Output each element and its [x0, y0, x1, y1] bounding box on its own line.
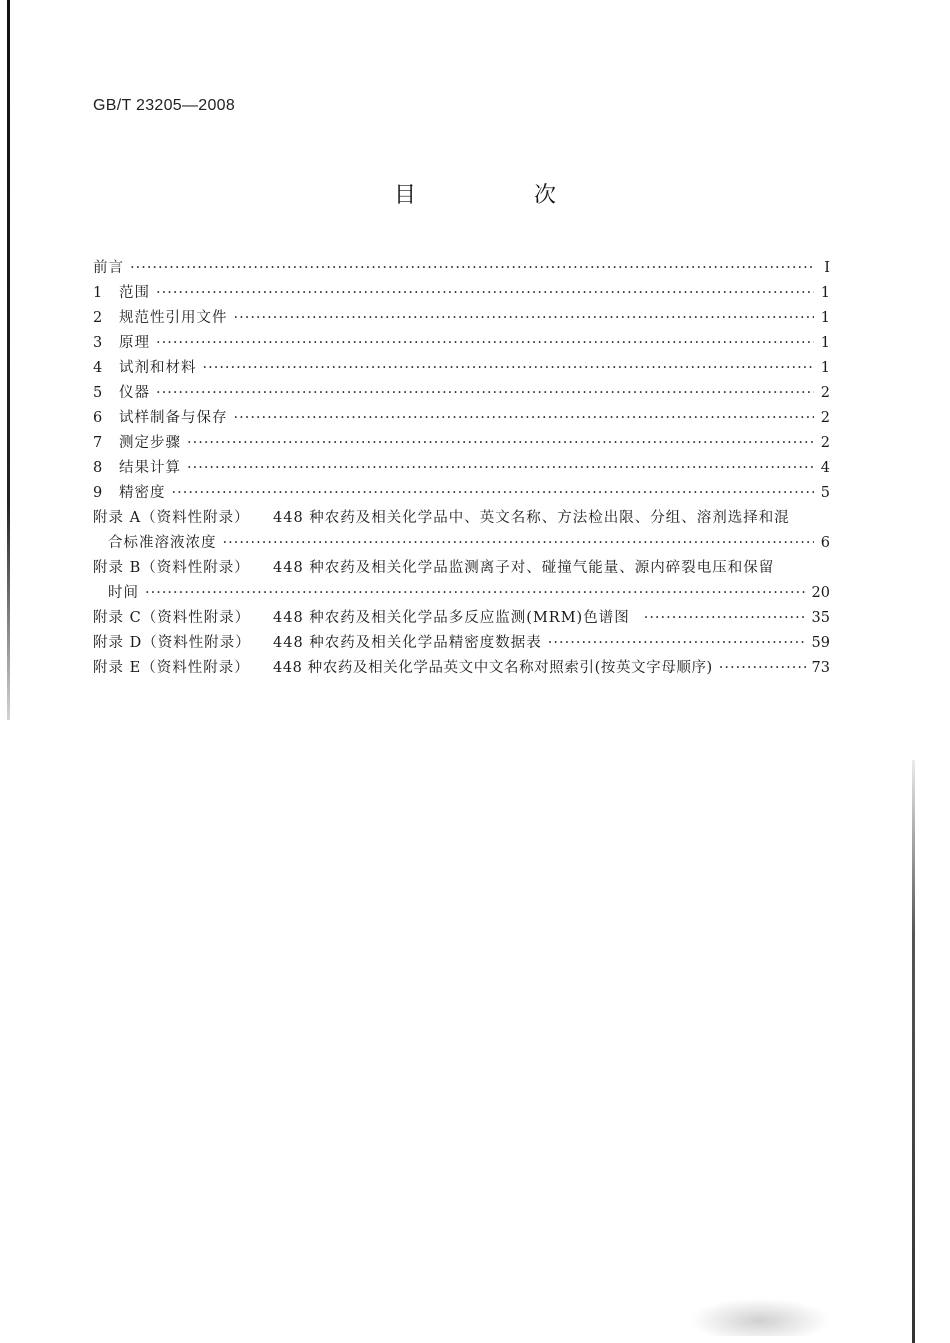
- toc-appendix-b-line1[interactable]: [93, 556, 830, 581]
- dot-leader: [156, 381, 814, 406]
- toc-entry-number: 2: [93, 310, 103, 326]
- toc-entry-6[interactable]: [93, 406, 830, 431]
- appendix-title: 448 种农药及相关化学品英文中文名称对照索引(按英文字母顺序): [273, 660, 713, 676]
- toc-entry-number: 8: [93, 460, 103, 476]
- toc-entry-7[interactable]: [93, 431, 830, 456]
- toc-appendix-c[interactable]: [93, 606, 830, 631]
- toc-appendix-b-line2[interactable]: [93, 581, 830, 606]
- toc-entry-number: 6: [93, 410, 103, 426]
- toc-entry-label: 精密度: [119, 485, 166, 501]
- toc-entry-page: 1: [820, 310, 830, 326]
- toc-appendix-a-line1[interactable]: [93, 506, 830, 531]
- toc-entry-number: 7: [93, 435, 103, 451]
- toc-entry-4[interactable]: [93, 356, 830, 381]
- dot-leader: [156, 281, 814, 306]
- toc-entry-page: 1: [820, 285, 830, 301]
- appendix-title: 448 种农药及相关化学品精密度数据表: [273, 635, 542, 651]
- appendix-title: 448 种农药及相关化学品中、英文名称、方法检出限、分组、溶剂选择和混: [273, 510, 790, 526]
- toc-entry-label: 范围: [119, 285, 150, 301]
- toc-entry-page: 2: [820, 435, 830, 451]
- toc-entry-foreword[interactable]: [93, 256, 830, 281]
- toc-entry-label: 测定步骤: [119, 435, 181, 451]
- dot-leader: [203, 356, 815, 381]
- toc-entry-label: 仪器: [119, 385, 150, 401]
- appendix-prefix: 附录 A（资料性附录）: [93, 510, 250, 526]
- toc-entry-number: 4: [93, 360, 103, 376]
- appendix-title-continued: 时间: [108, 585, 139, 601]
- toc-entry-8[interactable]: [93, 456, 830, 481]
- appendix-title-continued: 合标准溶液浓度: [108, 535, 217, 551]
- toc-entry-page: 2: [820, 385, 830, 401]
- toc-entry-page: 1: [820, 360, 830, 376]
- toc-entry-number: 9: [93, 485, 103, 501]
- toc-appendix-e[interactable]: [93, 656, 830, 681]
- dot-leader: [156, 331, 814, 356]
- dot-leader: [130, 256, 814, 281]
- toc-entry-page: 59: [811, 635, 830, 651]
- appendix-prefix: 附录 C（资料性附录）: [93, 610, 251, 626]
- toc-entry-label: 试剂和材料: [119, 360, 197, 376]
- dot-leader: [223, 531, 815, 556]
- toc-entry-page: 4: [820, 460, 830, 476]
- dot-leader: [630, 606, 806, 631]
- table-of-contents: [93, 256, 830, 681]
- toc-entry-page: 1: [820, 335, 830, 351]
- appendix-title: 448 种农药及相关化学品多反应监测(MRM)色谱图: [273, 610, 630, 626]
- dot-leader: [172, 481, 815, 506]
- toc-entry-page: 6: [820, 535, 830, 551]
- toc-entry-page: 73: [811, 660, 830, 676]
- appendix-prefix: 附录 E（资料性附录）: [93, 660, 250, 676]
- toc-appendix-d[interactable]: [93, 631, 830, 656]
- dot-leader: [548, 631, 806, 656]
- dot-leader: [234, 306, 815, 331]
- appendix-prefix: 附录 B（资料性附录）: [93, 560, 250, 576]
- dot-leader: [719, 656, 806, 681]
- appendix-title: 448 种农药及相关化学品监测离子对、碰撞气能量、源内碎裂电压和保留: [273, 560, 775, 576]
- appendix-prefix: 附录 D（资料性附录）: [93, 635, 251, 651]
- toc-entry-9[interactable]: [93, 481, 830, 506]
- toc-entry-number: 5: [93, 385, 103, 401]
- toc-entry-2[interactable]: [93, 306, 830, 331]
- toc-entry-1[interactable]: [93, 281, 830, 306]
- toc-entry-number: 3: [93, 335, 103, 351]
- dot-leader: [187, 431, 814, 456]
- toc-entry-page: 35: [811, 610, 830, 626]
- toc-entry-number: 1: [93, 285, 103, 301]
- toc-entry-page: 2: [820, 410, 830, 426]
- dot-leader: [145, 581, 806, 606]
- scan-smudge: [690, 1298, 830, 1336]
- dot-leader: [234, 406, 815, 431]
- toc-entry-5[interactable]: [93, 381, 830, 406]
- toc-entry-label: 前言: [93, 260, 124, 276]
- standard-code: GB/T 23205—2008: [93, 97, 236, 114]
- toc-appendix-a-line2[interactable]: [93, 531, 830, 556]
- toc-entry-page: 5: [820, 485, 830, 501]
- toc-title: 目 次: [393, 183, 604, 208]
- toc-entry-page: 20: [811, 585, 830, 601]
- toc-entry-label: 结果计算: [119, 460, 181, 476]
- toc-entry-label: 规范性引用文件: [119, 310, 228, 326]
- toc-entry-3[interactable]: [93, 331, 830, 356]
- toc-entry-label: 原理: [119, 335, 150, 351]
- dot-leader: [187, 456, 814, 481]
- toc-entry-label: 试样制备与保存: [119, 410, 228, 426]
- scan-edge-left: [7, 0, 10, 720]
- scan-edge-right: [912, 760, 915, 1343]
- toc-entry-page: Ⅰ: [824, 260, 830, 276]
